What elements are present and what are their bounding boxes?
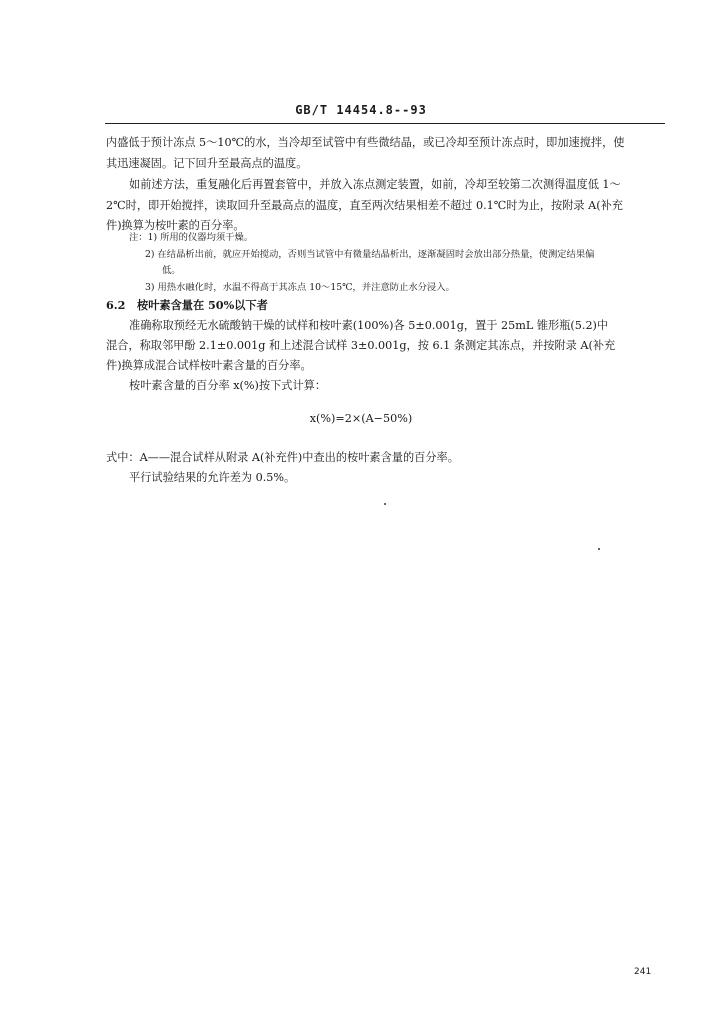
scan-speck <box>598 548 600 550</box>
scan-speck <box>384 503 386 505</box>
formula: x(%)=2×(A−50%) <box>309 412 413 425</box>
note-3: 3) 用热水融化时，水温不得高于其冻点 10～15℃，并注意防止水分浸入。 <box>145 282 455 293</box>
body-line-2: 其迅速凝固。记下回升至最高点的温度。 <box>106 157 308 170</box>
tolerance-line: 平行试验结果的允许差为 0.5%。 <box>129 471 296 484</box>
section-6-2-line-3: 件)换算成混合试样桉叶素含量的百分率。 <box>106 359 312 372</box>
formula-where-clause: 式中：A——混合试样从附录 A(补充件)中查出的桉叶素含量的百分率。 <box>106 451 459 464</box>
note-2: 2) 在结晶析出前，就应开始搅动，否则当试管中有微量结晶析出，逐渐凝固时会放出部分热量，使测定结果偏 <box>145 249 595 260</box>
note-1: 注：1) 所用的仪器均须干燥。 <box>129 232 254 243</box>
standard-number-header: GB/T 14454.8--93 <box>295 103 427 117</box>
body-line-5: 件)换算为桉叶素的百分率。 <box>106 219 245 232</box>
page-number: 241 <box>634 967 652 977</box>
section-6-2-line-2: 混合，称取邻甲酚 2.1±0.001g 和上述混合试样 3±0.001g，按 6.1 条测定其冻点，并按附录 A(补充 <box>106 339 616 352</box>
body-line-1: 内盛低于预计冻点 5～10℃的水，当冷却至试管中有些微结晶，或已冷却至预计冻点时，即加速搅拌，使 <box>106 136 625 149</box>
section-title-6-2: 桉叶素含量在 50%以下者 <box>137 298 268 312</box>
section-number-6-2: 6.2 <box>106 298 126 312</box>
body-line-4: 2℃时，即开始搅拌，读取回升至最高点的温度，直至两次结果相差不超过 0.1℃时为止，按附录 A(补充 <box>106 199 623 212</box>
note-2-continued: 低。 <box>162 265 181 276</box>
header-rule <box>105 123 665 124</box>
section-6-2-line-1: 准确称取预经无水硫酸钠干燥的试样和桉叶素(100%)各 5±0.001g，置于 25mL 锥形瓶(5.2)中 <box>129 319 609 332</box>
body-line-3: 如前述方法，重复融化后再置套管中，并放入冻点测定装置，如前，冷却至较第二次测得温度低 1～ <box>129 178 621 191</box>
section-6-2-line-4: 桉叶素含量的百分率 x(%)按下式计算： <box>129 379 327 392</box>
